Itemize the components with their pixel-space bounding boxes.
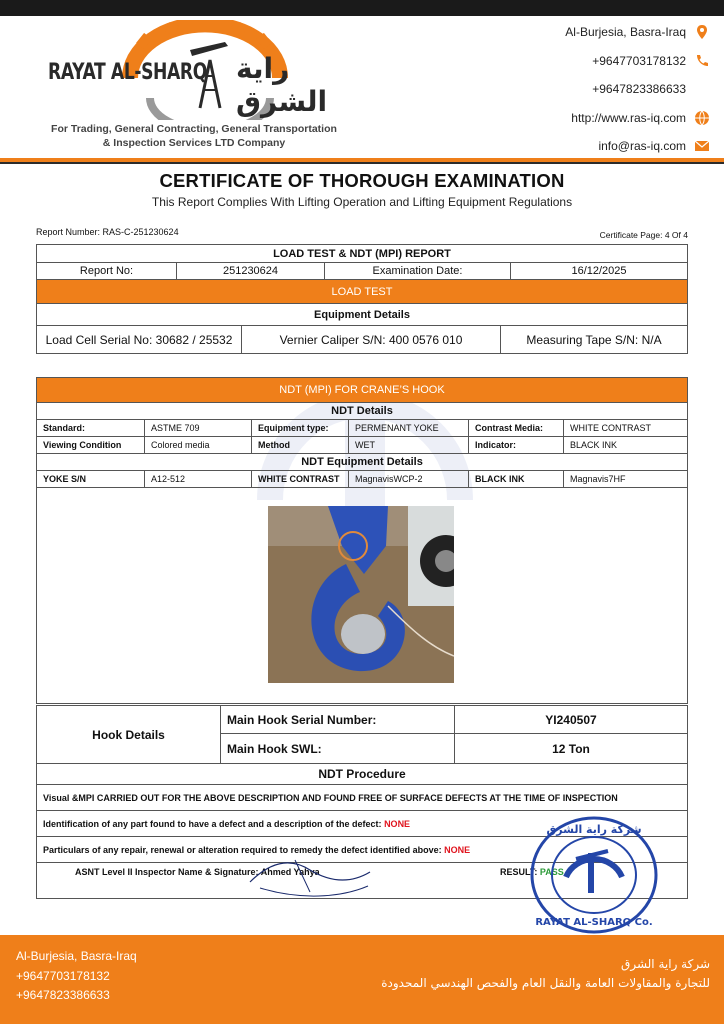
top-bar — [0, 0, 724, 16]
vernier-caliper-serial: Vernier Caliper S/N: 400 0576 010 — [242, 326, 501, 354]
ndt-procedure-heading: NDT Procedure — [37, 764, 688, 785]
ndt-equipment-heading: NDT Equipment Details — [37, 454, 688, 471]
white-contrast-label: WHITE CONTRAST — [252, 471, 349, 488]
standard-value: ASTME 709 — [145, 420, 252, 437]
main-hook-swl-label: Main Hook SWL: — [221, 734, 455, 764]
main-hook-swl-value: 12 Ton — [455, 734, 688, 764]
footer-phone-2: +9647823386633 — [16, 988, 110, 1002]
report-number: Report Number: RAS-C-251230624 — [36, 227, 179, 237]
yoke-value: A12-512 — [145, 471, 252, 488]
result-label: RESULT: — [500, 867, 538, 877]
address-text: Al-Burjesia, Basra-Iraq — [565, 25, 686, 40]
defect-label: Identification of any part found to have a defect and a description of the defect: — [43, 818, 382, 829]
location-pin-icon — [694, 24, 710, 40]
contact-phone-2 — [565, 75, 710, 104]
website-link[interactable]: http://www.ras-iq.com — [571, 110, 686, 125]
envelope-icon — [694, 138, 710, 154]
contact-phone-1 — [565, 47, 710, 76]
contrast-media-label: Contrast Media: — [469, 420, 564, 437]
repair-value: NONE — [444, 844, 471, 855]
phone-icon — [694, 53, 710, 69]
contrast-media-value: WHITE CONTRAST — [564, 420, 688, 437]
main-hook-serial-value: YI240507 — [455, 706, 688, 734]
contact-block — [565, 18, 710, 161]
standard-label: Standard: — [37, 420, 145, 437]
load-test-bar: LOAD TEST — [37, 280, 688, 304]
method-value: WET — [349, 437, 469, 454]
inspector-label: ASNT Level II Inspector Name & Signature: — [75, 867, 259, 877]
viewing-condition-label: Viewing Condition — [37, 437, 145, 454]
footer-arabic — [381, 955, 710, 993]
report-no-value: 251230624 — [177, 263, 325, 280]
hook-photo — [268, 506, 454, 683]
load-test-heading: LOAD TEST & NDT (MPI) REPORT — [37, 245, 688, 263]
contact-email[interactable] — [565, 132, 710, 161]
logo-arabic-text: راية الشرق — [236, 52, 328, 118]
procedure-statement: Visual &MPI CARRIED OUT FOR THE ABOVE DESCRIPTION AND FOUND FREE OF SURFACE DEFECTS AT THE TIME OF INSPECTION — [37, 785, 688, 811]
main-hook-serial-label: Main Hook Serial Number: — [221, 706, 455, 734]
globe-icon — [694, 110, 710, 126]
company-stamp-icon — [528, 815, 660, 935]
company-tagline — [44, 122, 344, 150]
yoke-label: YOKE S/N — [37, 471, 145, 488]
tagline-line-2: & Inspection Services LTD Company — [102, 137, 286, 149]
contact-website[interactable] — [565, 104, 710, 133]
viewing-condition-value: Colored media — [145, 437, 252, 454]
report-no-label: Report No: — [37, 263, 177, 280]
phone-spacer — [694, 81, 710, 97]
phone-2-text: +9647823386633 — [592, 82, 686, 97]
footer-arabic-line-1: شركة راية الشرق — [621, 957, 710, 971]
footer-arabic-line-2: للتجارة والمقاولات العامة والنقل العام والفحص الهندسي المحدودة — [381, 976, 710, 990]
equipment-details-heading: Equipment Details — [37, 304, 688, 326]
footer — [0, 935, 724, 1024]
load-test-table — [36, 244, 688, 304]
white-contrast-value: MagnavisWCP-2 — [349, 471, 469, 488]
certificate-subtitle: This Report Complies With Lifting Operation and Lifting Equipment Regulations — [151, 195, 573, 209]
certificate-title: CERTIFICATE OF THOROUGH EXAMINATION — [159, 170, 565, 191]
email-link[interactable]: info@ras-iq.com — [598, 139, 686, 154]
result-value: PASS — [539, 867, 564, 877]
defect-value: NONE — [384, 818, 411, 829]
exam-date-label: Examination Date: — [325, 263, 511, 280]
inspector-name: Ahmed Yahya — [260, 867, 320, 877]
black-ink-label: BLACK INK — [469, 471, 564, 488]
equipment-details-table — [36, 303, 688, 354]
hook-details-table — [36, 705, 688, 764]
black-ink-value: Magnavis7HF — [564, 471, 688, 488]
ndt-bar: NDT (MPI) FOR CRANE’S HOOK — [37, 378, 688, 403]
footer-contact — [16, 947, 137, 1006]
svg-text:RAYAT AL-SHARQ Co.: RAYAT AL-SHARQ Co. — [535, 917, 653, 928]
equipment-type-label: Equipment type: — [252, 420, 349, 437]
company-logo — [40, 20, 360, 120]
contact-address — [565, 18, 710, 47]
exam-date-value: 16/12/2025 — [511, 263, 688, 280]
method-label: Method — [252, 437, 349, 454]
footer-address: Al-Burjesia, Basra-Iraq — [16, 949, 137, 963]
load-cell-serial: Load Cell Serial No: 30682 / 25532 — [37, 326, 242, 354]
repair-label: Particulars of any repair, renewal or alteration required to remedy the defect identified above: — [43, 844, 442, 855]
ndt-details-heading: NDT Details — [37, 403, 688, 420]
equipment-type-value: PERMENANT YOKE — [349, 420, 469, 437]
logo-english-text: RAYAT AL-SHARQ — [48, 60, 207, 85]
header-divider-dark — [0, 162, 724, 164]
indicator-value: BLACK INK — [564, 437, 688, 454]
svg-text:شركة راية الشرق: شركة راية الشرق — [546, 823, 642, 836]
phone-1-text: +9647703178132 — [592, 53, 686, 68]
footer-phone-1: +9647703178132 — [16, 968, 110, 983]
hook-details-label: Hook Details — [37, 706, 221, 764]
indicator-label: Indicator: — [469, 437, 564, 454]
measuring-tape-serial: Measuring Tape S/N: N/A — [501, 326, 688, 354]
tagline-line-1: For Trading, General Contracting, General Transportation — [51, 123, 337, 135]
certificate-page: Certificate Page: 4 Of 4 — [599, 230, 688, 240]
signature-icon — [240, 852, 380, 902]
